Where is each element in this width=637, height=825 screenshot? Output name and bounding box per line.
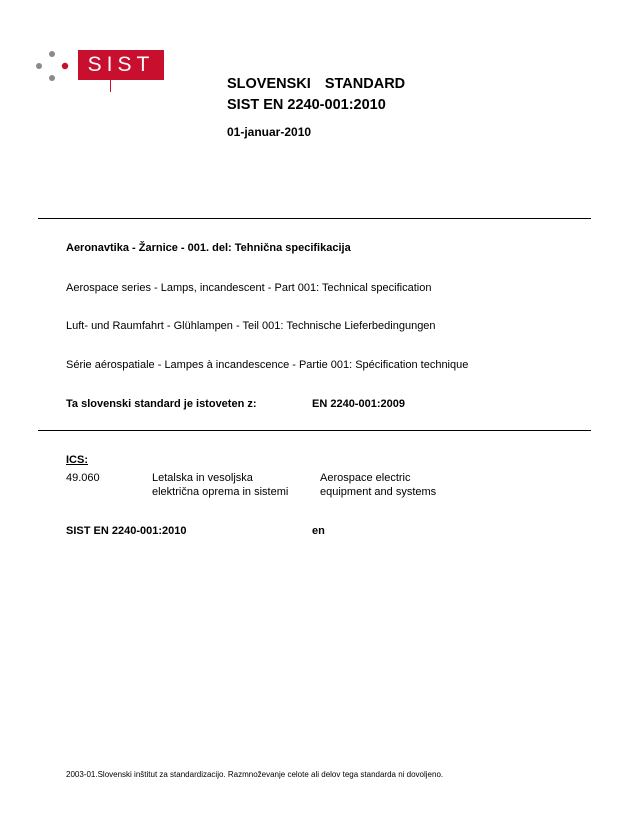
title-english: Aerospace series - Lamps, incandescent - Part 001: Technical specification: [66, 282, 432, 294]
ics-heading: ICS:: [66, 454, 88, 466]
standard-date: 01-januar-2010: [227, 125, 312, 139]
ics-description-en-line2: equipment and systems: [320, 486, 437, 498]
ics-description-en-line1: Aerospace electric: [320, 472, 411, 484]
top-divider: [38, 218, 591, 219]
copyright-footer: 2003-01.Slovenski inštitut za standardizacijo. Razmnoževanje celote ali delov tega standarda ni dovoljeno.: [66, 770, 444, 779]
logo-dots-icon: [35, 50, 69, 82]
ics-description-sl-line2: električna oprema in sistemi: [152, 486, 289, 498]
title-slovenian: Aeronavtika - Žarnice - 001. del: Tehnična specifikacija: [66, 242, 351, 254]
logo-text: SIST: [87, 53, 155, 76]
bottom-divider: [38, 430, 591, 431]
standard-type: SLOVENSKI STANDARD: [227, 76, 406, 92]
equivalence-value: EN 2240-001:2009: [312, 398, 405, 410]
standard-code: SIST EN 2240-001:2010: [227, 97, 386, 113]
title-french: Série aérospatiale - Lampes à incandescence - Partie 001: Spécification technique: [66, 359, 469, 371]
reference-language: en: [312, 525, 325, 537]
logo-stem: [110, 80, 111, 92]
reference-code: SIST EN 2240-001:2010: [66, 525, 187, 537]
title-german: Luft- und Raumfahrt - Glühlampen - Teil 001: Technische Lieferbedingungen: [66, 320, 436, 332]
ics-code: 49.060: [66, 472, 100, 484]
ics-description-sl-line1: Letalska in vesoljska: [152, 472, 253, 484]
equivalence-label: Ta slovenski standard je istoveten z:: [66, 398, 257, 410]
